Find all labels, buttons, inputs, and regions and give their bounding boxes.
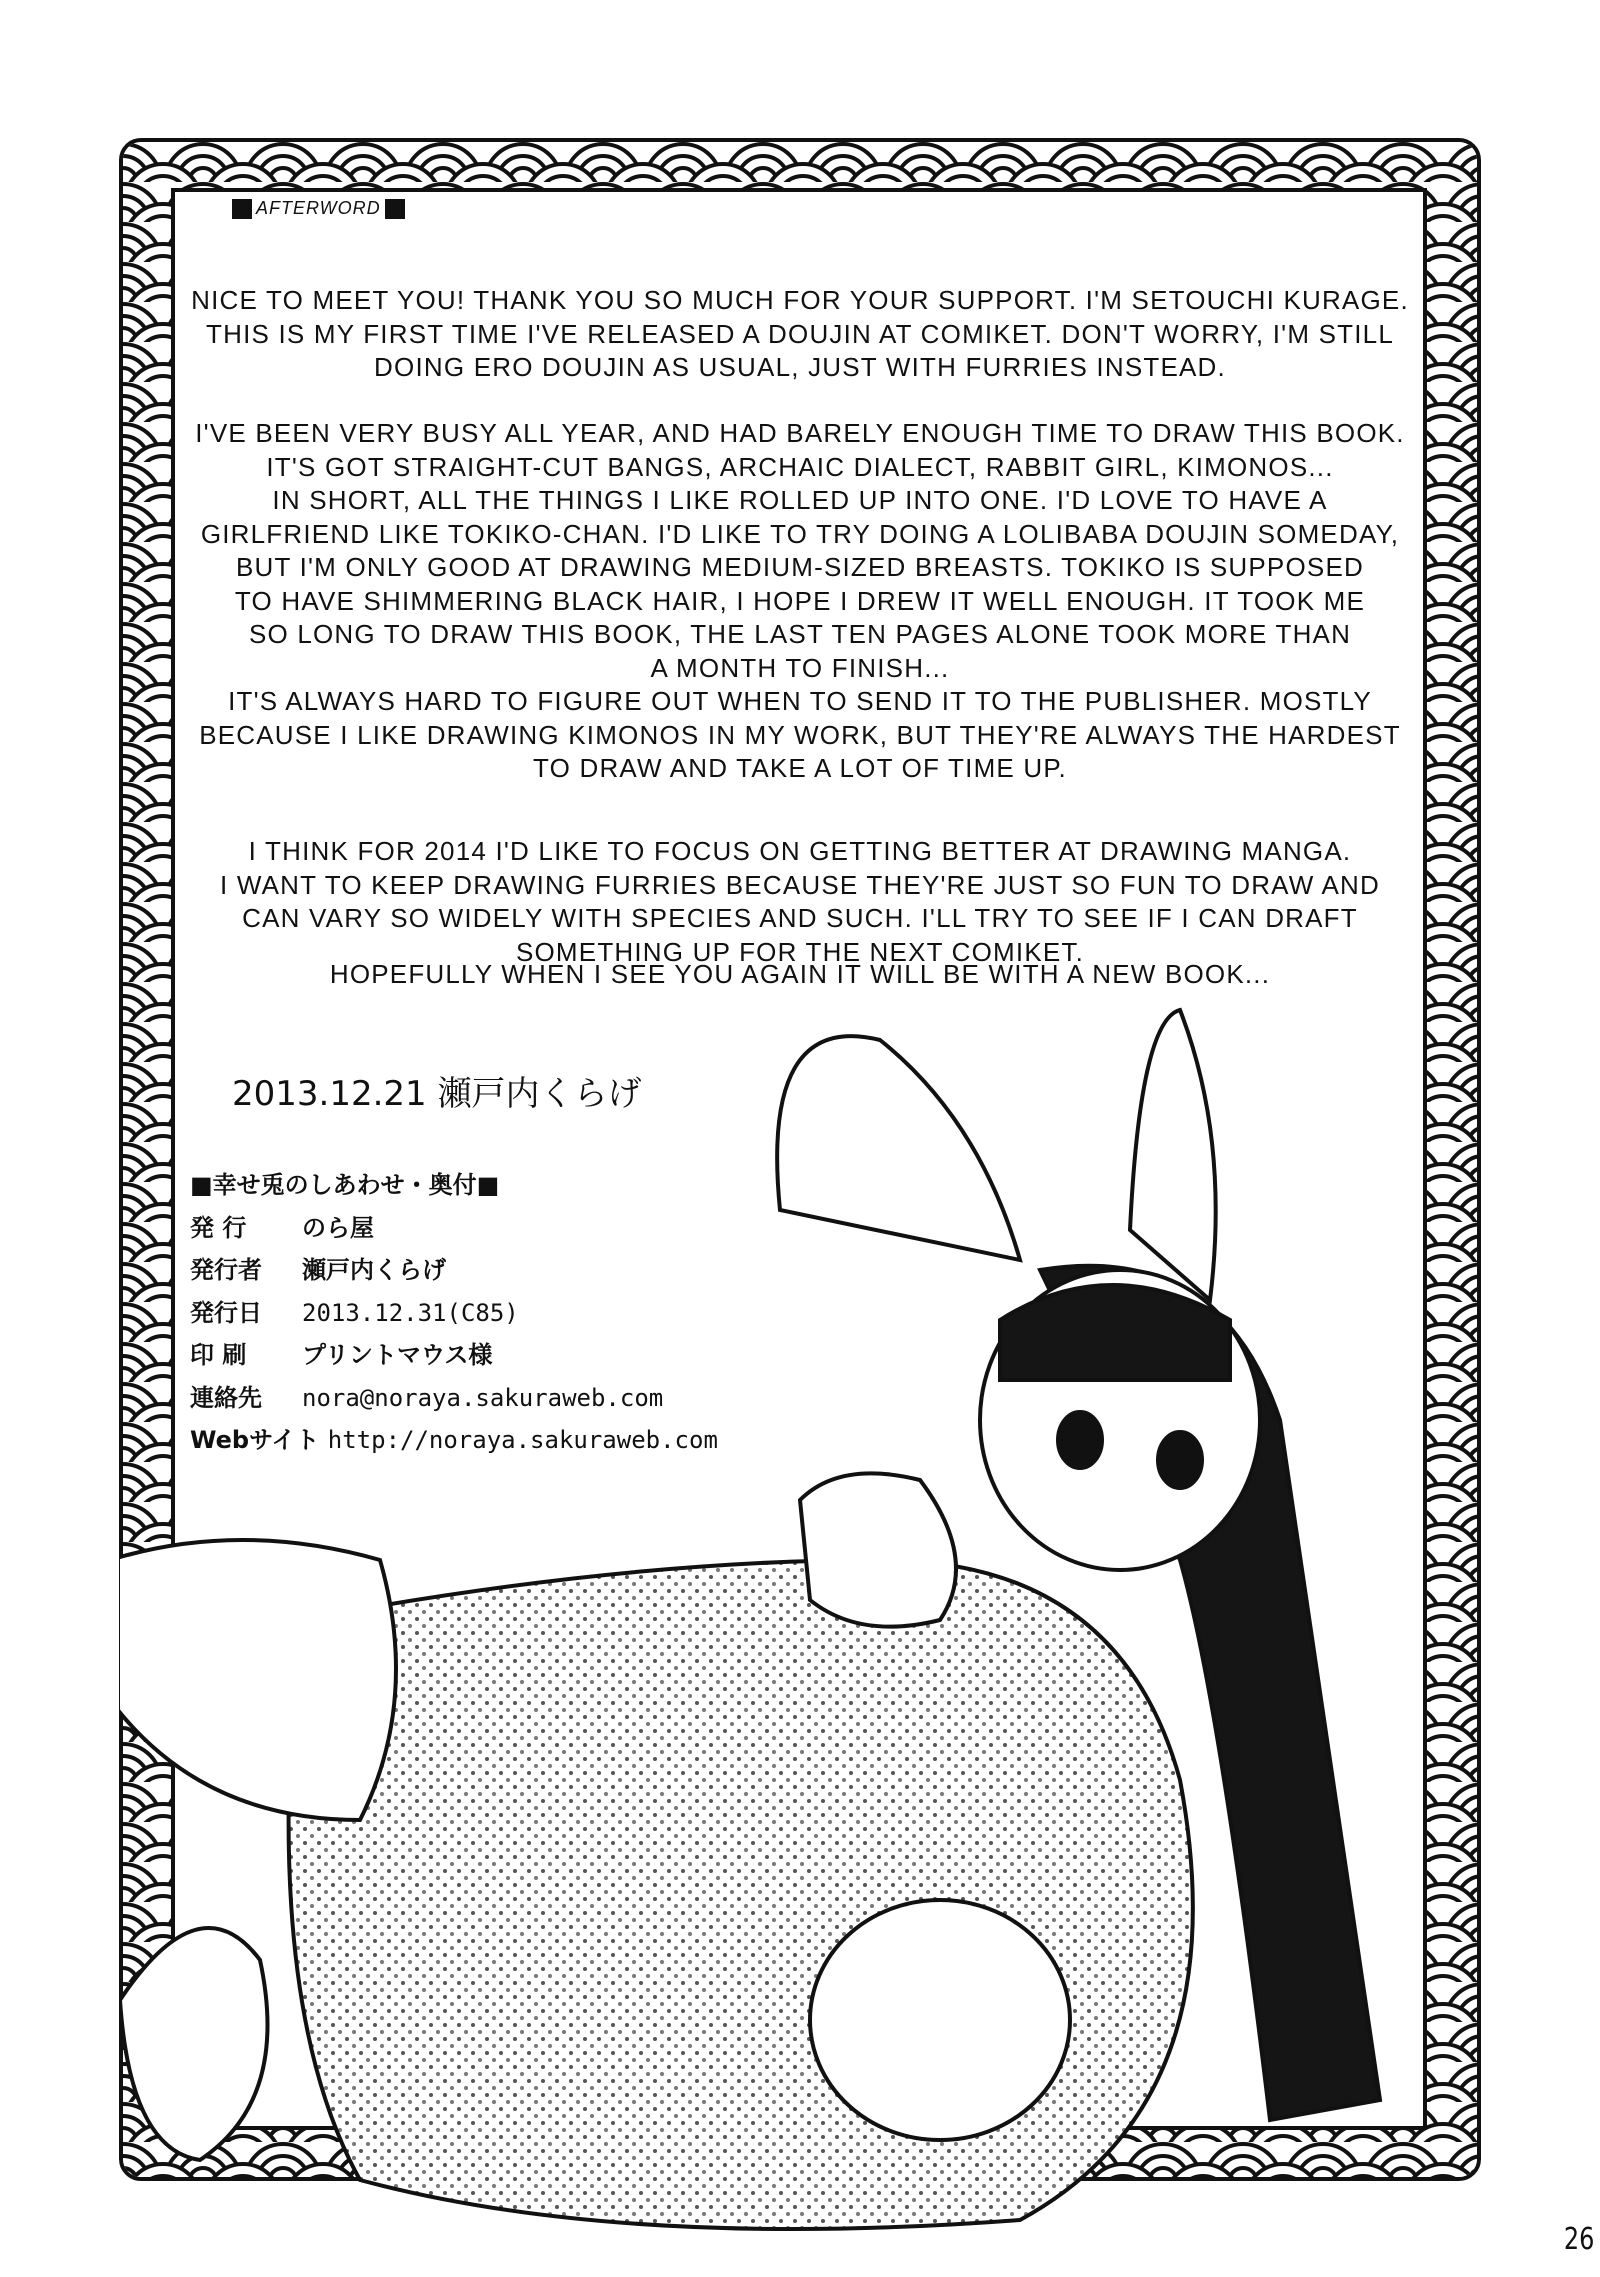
text-line: GIRLFRIEND LIKE TOKIKO-CHAN. I'D LIKE TO TRY DOING A LOLIBABA DOUJIN SOMEDAY, bbox=[200, 518, 1400, 549]
text-line: BECAUSE I LIKE DRAWING KIMONOS IN MY WORK, BUT THEY'RE ALWAYS THE HARDEST bbox=[199, 719, 1401, 750]
rabbit-ear-left bbox=[777, 1036, 1020, 1260]
eye-right bbox=[1158, 1432, 1202, 1488]
text-line: I THINK FOR 2014 I'D LIKE TO FOCUS ON GETTING BETTER AT DRAWING MANGA. bbox=[248, 836, 1352, 866]
colophon-value: プリントマウス様 bbox=[302, 1341, 493, 1369]
colophon-key: Webサイト bbox=[190, 1426, 320, 1454]
text-line: BUT I'M ONLY GOOD AT DRAWING MEDIUM-SIZED BREASTS. TOKIKO IS SUPPOSED bbox=[236, 552, 1364, 582]
rabbit-girl-illustration bbox=[120, 1000, 1520, 2277]
afterword-heading bbox=[232, 198, 405, 219]
text-line: NICE TO MEET YOU! THANK YOU SO MUCH FOR YOUR SUPPORT. I'M SETOUCHI KURAGE. bbox=[191, 285, 1409, 315]
text-line: IT'S ALWAYS HARD TO FIGURE OUT WHEN TO SEND IT TO THE PUBLISHER. MOSTLY bbox=[228, 686, 1372, 716]
heading-text: AFTERWORD bbox=[256, 198, 381, 218]
text-line: I'VE BEEN VERY BUSY ALL YEAR, AND HAD BARELY ENOUGH TIME TO DRAW THIS BOOK. bbox=[195, 418, 1405, 448]
colophon-value: のら屋 bbox=[302, 1213, 374, 1242]
text-line: IT'S GOT STRAIGHT-CUT BANGS, ARCHAIC DIALECT, RABBIT GIRL, KIMONOS... bbox=[266, 451, 1334, 482]
text-line: DOING ERO DOUJIN AS USUAL, JUST WITH FURRIES INSTEAD. bbox=[374, 352, 1226, 382]
afterword-paragraph bbox=[180, 958, 1420, 992]
colophon-value: 2013.12.31(C85) bbox=[302, 1298, 519, 1327]
text-line: TO DRAW AND TAKE A LOT OF TIME UP. bbox=[533, 753, 1067, 783]
text-line: HOPEFULLY WHEN I SEE YOU AGAIN IT WILL BE WITH A NEW BOOK... bbox=[329, 959, 1271, 989]
eye-left bbox=[1058, 1412, 1102, 1468]
colophon-key: 連絡先 bbox=[190, 1383, 262, 1412]
text-line: A MONTH TO FINISH... bbox=[650, 652, 950, 683]
text-line: TO HAVE SHIMMERING BLACK HAIR, I HOPE I DREW IT WELL ENOUGH. IT TOOK ME bbox=[234, 585, 1366, 616]
afterword-paragraph bbox=[180, 417, 1420, 786]
leg bbox=[120, 1540, 396, 1820]
page-number: 26 bbox=[1563, 2222, 1595, 2257]
rabbit-ear-right bbox=[1130, 1010, 1216, 1300]
colophon-key: 発行者 bbox=[190, 1256, 262, 1284]
sake-bottle bbox=[810, 1900, 1070, 2140]
foot bbox=[120, 1928, 268, 2160]
text-line: SO LONG TO DRAW THIS BOOK, THE LAST TEN PAGES ALONE TOOK MORE THAN bbox=[248, 619, 1352, 649]
afterword-paragraph bbox=[180, 835, 1420, 969]
kimono bbox=[289, 1560, 1193, 2229]
colophon-value: 瀬戸内くらげ bbox=[302, 1256, 446, 1284]
website-url: http://noraya.sakuraweb.com bbox=[327, 1426, 718, 1454]
colophon-title: ■幸せ兎のしあわせ・奥付■ bbox=[190, 1171, 500, 1199]
hand-holding-cup bbox=[800, 1473, 956, 1626]
text-line: SOMETHING UP FOR THE NEXT COMIKET. bbox=[515, 936, 1085, 967]
contact-email: nora@noraya.sakuraweb.com bbox=[302, 1383, 664, 1412]
colophon-key: 発 行 bbox=[190, 1213, 247, 1242]
text-line: IN SHORT, ALL THE THINGS I LIKE ROLLED UP INTO ONE. I'D LOVE TO HAVE A bbox=[272, 485, 1328, 515]
text-line: THIS IS MY FIRST TIME I'VE RELEASED A DOUJIN AT COMIKET. DON'T WORRY, I'M STILL bbox=[206, 318, 1394, 349]
text-line: I WANT TO KEEP DRAWING FURRIES BECAUSE THEY'RE JUST SO FUN TO DRAW AND bbox=[220, 869, 1380, 900]
colophon-key: 印 刷 bbox=[190, 1341, 247, 1369]
afterword-paragraph bbox=[180, 284, 1420, 385]
text-line: CAN VARY SO WIDELY WITH SPECIES AND SUCH. I'LL TRY TO SEE IF I CAN DRAFT bbox=[242, 903, 1358, 933]
square-bullet-icon bbox=[385, 199, 405, 219]
square-bullet-icon bbox=[232, 199, 252, 219]
colophon-key: 発行日 bbox=[190, 1298, 262, 1327]
signature-date: 2013.12.21 瀬戸内くらげ bbox=[232, 1074, 642, 1114]
